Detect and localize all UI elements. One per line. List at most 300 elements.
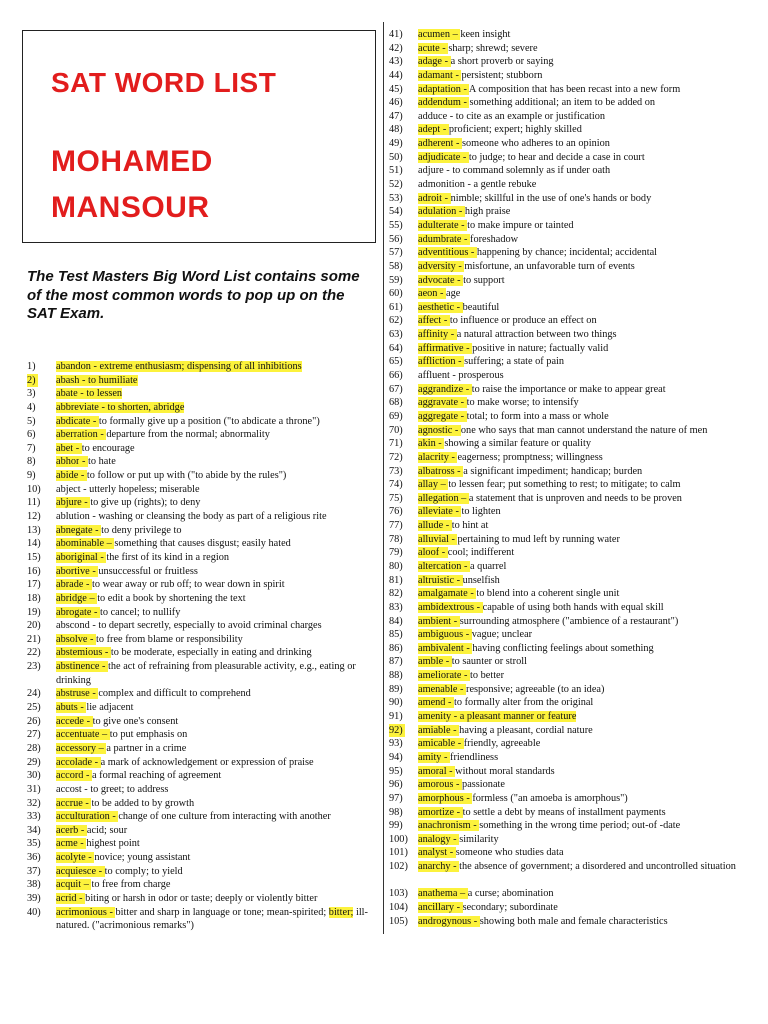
entry-separator: - xyxy=(451,615,460,627)
entry-word: aberration xyxy=(56,429,98,441)
entry-definition: departure from the normal; abnormality xyxy=(106,429,270,441)
entry-separator: - xyxy=(77,838,87,850)
entry-word: akin xyxy=(418,438,436,450)
entry-definition: nimble; skillful in the use of one's hands or body xyxy=(450,192,652,204)
entry-definition: to make impure or tainted xyxy=(467,219,574,231)
entry-definition: unsuccessful or fruitless xyxy=(98,565,198,577)
entry-definition: to put emphasis on xyxy=(109,729,188,741)
word-entry xyxy=(27,701,372,715)
entry-definition: sharp; shrewd; severe xyxy=(448,42,538,54)
entry-number: 74) xyxy=(389,479,403,491)
entry-definition: to judge; to hear and decide a case in court xyxy=(468,151,645,163)
entry-definition: foreshadow xyxy=(470,233,519,245)
entry-word: acquit xyxy=(56,879,82,891)
entry-separator: - xyxy=(463,629,472,641)
word-entry xyxy=(389,778,749,792)
entry-number: 73) xyxy=(389,465,403,477)
entry-definition: age xyxy=(446,288,461,300)
entry-word: abet xyxy=(56,442,74,454)
word-entry xyxy=(27,769,372,783)
entry-separator: - xyxy=(463,342,473,354)
entry-definition: friendliness xyxy=(450,751,499,763)
entry-number: 105) xyxy=(389,915,408,927)
word-entry xyxy=(27,510,372,524)
entry-word: aggravate xyxy=(418,397,459,409)
entry-definition: to hint at xyxy=(451,520,489,532)
entry-definition: novice; young assistant xyxy=(94,852,191,864)
word-entry xyxy=(389,55,749,69)
word-entry xyxy=(389,683,749,697)
word-entry xyxy=(27,810,372,824)
entry-separator: - xyxy=(470,820,480,832)
entry-word: ameliorate xyxy=(418,670,462,682)
entry-number: 91) xyxy=(389,711,403,723)
document-title: SAT WORD LIST xyxy=(51,67,277,98)
entry-number: 17) xyxy=(27,579,41,591)
entry-number: 76) xyxy=(389,506,403,518)
word-entry xyxy=(389,437,749,451)
entry-separator: - xyxy=(460,83,469,95)
entry-separator: – xyxy=(96,742,107,754)
entry-separator: - xyxy=(458,219,468,231)
entry-word: acrid xyxy=(56,893,77,904)
entry-number: 79) xyxy=(389,547,403,559)
entry-word: acme xyxy=(56,838,78,850)
word-entry xyxy=(389,42,749,56)
word-entry xyxy=(27,578,372,592)
entry-number: 75) xyxy=(389,492,403,504)
word-entry xyxy=(27,892,372,906)
entry-word: acolyte xyxy=(56,852,86,864)
entry-separator: - xyxy=(460,151,469,163)
entry-definition: to raise the importance or make to appear great xyxy=(471,383,666,395)
entry-separator: - xyxy=(441,751,451,763)
word-entry xyxy=(27,633,372,647)
entry-separator: - xyxy=(461,233,471,245)
entry-separator: - xyxy=(106,906,116,918)
entry-definition: beautiful xyxy=(462,301,500,313)
word-entry xyxy=(389,833,749,847)
word-entry xyxy=(27,619,372,633)
entry-separator: - xyxy=(467,588,477,600)
entry-definition: to shorten, abridge xyxy=(107,401,185,413)
entry-separator: - xyxy=(456,206,465,218)
entry-word: accolade xyxy=(56,756,93,768)
entry-definition: having a pleasant, cordial nature xyxy=(459,724,593,736)
entry-number: 92) xyxy=(389,724,403,736)
entry-separator: - xyxy=(97,551,107,563)
word-entry xyxy=(389,260,749,274)
entry-separator: - xyxy=(92,524,102,536)
entry-word: accentuate xyxy=(56,729,100,741)
entry-separator: - xyxy=(447,847,456,859)
entry-word: amortize xyxy=(418,806,455,818)
entry-definition: highest point xyxy=(86,838,140,850)
word-entry xyxy=(389,737,749,751)
word-entry xyxy=(389,192,749,206)
entry-word: anachronism xyxy=(418,820,471,832)
entry-definition: washing or cleansing the body as part of a religious rite xyxy=(98,511,327,523)
author-first-name: MOHAMED xyxy=(51,145,213,178)
entry-number: 44) xyxy=(389,69,403,81)
entry-separator: - xyxy=(441,315,450,327)
word-entry xyxy=(389,642,749,656)
entry-number: 27) xyxy=(27,729,41,741)
entry-word: anarchy xyxy=(418,861,451,873)
entry-word: amble xyxy=(418,656,444,668)
word-entry xyxy=(27,742,372,756)
entry-number: 43) xyxy=(389,56,403,68)
entry-definition: the first of its kind in a region xyxy=(106,551,230,563)
entry-definition: to be moderate, especially in eating and drinking xyxy=(110,647,312,659)
entry-word: abject xyxy=(56,483,81,495)
entry-definition: a short proverb or saying xyxy=(450,56,554,68)
entry-number: 96) xyxy=(389,779,403,791)
entry-number: 19) xyxy=(27,606,41,618)
entry-word: acrimonious xyxy=(56,906,107,918)
entry-definition: to lessen fear; put something to rest; to mitigate; to calm xyxy=(448,479,681,491)
word-entry xyxy=(389,587,749,601)
word-entry xyxy=(389,83,749,97)
entry-number: 2) xyxy=(27,374,36,386)
word-entry xyxy=(389,287,749,301)
entry-definition: suffering; a state of pain xyxy=(464,356,565,368)
entry-definition: to formally give up a position ("to abdicate a throne") xyxy=(98,415,320,427)
entry-definition: something additional; an item to be added on xyxy=(469,97,656,109)
entry-number: 100) xyxy=(389,833,408,845)
entry-number: 78) xyxy=(389,533,403,545)
entry-separator: - xyxy=(83,770,93,782)
entry-separator: - xyxy=(451,711,460,723)
entry-number: 95) xyxy=(389,765,403,777)
entry-word: adept xyxy=(418,124,441,136)
entry-number: 61) xyxy=(389,301,403,313)
entry-definition: passionate xyxy=(462,779,505,791)
entry-number: 64) xyxy=(389,342,403,354)
entry-number: 3) xyxy=(27,388,36,400)
word-entry xyxy=(389,164,749,178)
entry-definition: positive in nature; factually valid xyxy=(472,342,609,354)
entry-number: 88) xyxy=(389,670,403,682)
word-entry xyxy=(27,756,372,770)
entry-word: altercation xyxy=(418,560,462,572)
entry-separator: - xyxy=(443,165,453,177)
entry-number: 4) xyxy=(27,401,36,413)
entry-separator: - xyxy=(460,97,470,109)
entry-word: abjure xyxy=(56,497,82,509)
word-entry xyxy=(27,606,372,620)
entry-number: 28) xyxy=(27,742,41,754)
entry-word: abstruse xyxy=(56,688,90,700)
entry-definition: to greet; to address xyxy=(90,783,169,795)
entry-separator: - xyxy=(448,533,458,545)
entry-definition: a formal reaching of agreement xyxy=(92,770,222,782)
entry-word: amorphous xyxy=(418,792,464,804)
entry-number: 72) xyxy=(389,451,403,463)
entry-definition: persistent; stubborn xyxy=(461,69,543,81)
entry-definition: acid; sour xyxy=(86,824,128,836)
entry-word: aesthetic xyxy=(418,301,455,313)
word-entry xyxy=(27,837,372,851)
entry-separator: - xyxy=(98,401,108,413)
word-entry xyxy=(389,492,749,506)
entry-separator: - xyxy=(90,415,99,427)
word-entry xyxy=(27,660,372,687)
entry-number: 9) xyxy=(27,470,36,482)
entry-definition: without moral standards xyxy=(455,765,555,777)
word-entry xyxy=(389,96,749,110)
entry-word: accrue xyxy=(56,797,83,809)
entry-word: abuts xyxy=(56,702,78,714)
entry-number: 104) xyxy=(389,902,408,914)
entry-separator: - xyxy=(457,683,467,695)
entry-word: adulterate xyxy=(418,219,459,231)
entry-number: 51) xyxy=(389,165,403,177)
entry-word: ambivalent xyxy=(418,642,464,654)
word-entry xyxy=(27,524,372,538)
entry-separator: - xyxy=(454,465,464,477)
entry-number: 70) xyxy=(389,424,403,436)
entry-definition: to influence or produce an effect on xyxy=(449,315,597,327)
entry-number: 90) xyxy=(389,697,403,709)
entry-word: abrade xyxy=(56,579,84,591)
entry-number: 102) xyxy=(389,861,408,873)
entry-separator: - xyxy=(454,574,463,586)
word-entry xyxy=(27,906,372,933)
word-entry xyxy=(389,342,749,356)
entry-definition: to free from charge xyxy=(91,879,171,891)
entry-number: 53) xyxy=(389,192,403,204)
word-entry xyxy=(389,328,749,342)
entry-definition: responsive; agreeable (to an idea) xyxy=(466,683,605,695)
word-entry xyxy=(389,615,749,629)
entry-word: adumbrate xyxy=(418,233,462,245)
entry-number: 97) xyxy=(389,792,403,804)
word-entry xyxy=(389,696,749,710)
entry-separator: - xyxy=(96,865,105,877)
word-entry xyxy=(27,865,372,879)
entry-separator: – xyxy=(86,592,98,604)
entry-word: amenity xyxy=(418,711,452,723)
entry-number: 68) xyxy=(389,397,403,409)
entry-definition: surrounding atmosphere ("ambience of a restaurant") xyxy=(459,615,679,627)
word-entry xyxy=(27,687,372,701)
entry-separator: - xyxy=(461,670,471,682)
entry-number: 29) xyxy=(27,756,41,768)
entry-number: 58) xyxy=(389,260,403,272)
entry-number: 69) xyxy=(389,410,403,422)
entry-separator: - xyxy=(87,633,97,645)
entry-word: acute xyxy=(418,42,440,54)
entry-word: affliction xyxy=(418,356,456,368)
entry-separator: - xyxy=(452,506,462,518)
word-entry xyxy=(27,455,372,469)
word-entry xyxy=(389,628,749,642)
entry-number: 52) xyxy=(389,179,403,191)
word-entry xyxy=(27,878,372,892)
entry-word: aggrandize xyxy=(418,383,464,395)
entry-number: 86) xyxy=(389,642,403,654)
entry-number: 62) xyxy=(389,315,403,327)
entry-definition: to wear away or rub off; to wear down in spirit xyxy=(92,579,285,591)
entry-word: affect xyxy=(418,315,442,327)
entry-word: analyst xyxy=(418,847,448,859)
word-list-left-column xyxy=(27,360,372,933)
word-entry xyxy=(389,846,749,860)
entry-word: abandon xyxy=(56,361,91,372)
entry-number: 67) xyxy=(389,383,403,395)
entry-number: 18) xyxy=(27,592,41,604)
entry-definition-highlight: bitter; xyxy=(328,906,354,918)
word-entry xyxy=(27,537,372,551)
entry-definition: change of one culture from interacting with another xyxy=(118,811,331,823)
entry-separator: - xyxy=(97,429,107,441)
entry-separator: - xyxy=(468,247,477,259)
entry-definition: happening by chance; incidental; accidental xyxy=(476,247,658,259)
entry-number: 10) xyxy=(27,483,41,495)
entry-number: 13) xyxy=(27,524,41,536)
entry-word: adjudicate xyxy=(418,151,461,163)
entry-separator: - xyxy=(89,511,99,523)
entry-word: abominable xyxy=(56,538,105,550)
entry-number: 40) xyxy=(27,906,41,918)
entry-number: 39) xyxy=(27,893,41,904)
entry-word: abstemious xyxy=(56,647,103,659)
word-entry xyxy=(389,901,749,915)
entry-separator: – xyxy=(450,29,461,40)
entry-number: 41) xyxy=(389,29,403,40)
entry-number: 23) xyxy=(27,661,41,673)
entry-separator: - xyxy=(450,861,460,873)
word-entry xyxy=(389,110,749,124)
entry-number: 65) xyxy=(389,356,403,368)
word-entry xyxy=(389,655,749,669)
entry-word: albatross xyxy=(418,465,455,477)
entry-word: allude xyxy=(418,520,444,532)
entry-definition: to free from blame or responsibility xyxy=(96,633,243,645)
entry-definition: to comply; to yield xyxy=(104,865,183,877)
entry-word: admonition xyxy=(418,179,465,191)
entry-definition: something in the wrong time period; out-of -date xyxy=(479,820,681,832)
entry-word: advocate xyxy=(418,274,455,286)
entry-separator: - xyxy=(454,806,463,818)
entry-separator: - xyxy=(455,356,465,368)
entry-number: 81) xyxy=(389,574,403,586)
word-entry xyxy=(389,806,749,820)
entry-definition: pertaining to mud left by running water xyxy=(457,533,620,545)
entry-separator: - xyxy=(437,288,447,300)
word-entry xyxy=(27,387,372,401)
entry-separator: - xyxy=(91,606,101,618)
entry-definition: to depart secretly, especially to avoid criminal charges xyxy=(98,620,322,632)
entry-word: acquiesce xyxy=(56,865,97,877)
entry-separator: - xyxy=(458,410,467,422)
entry-number: 33) xyxy=(27,811,41,823)
entry-separator: - xyxy=(439,42,449,54)
entry-number: 24) xyxy=(27,688,41,700)
entry-separator: - xyxy=(442,56,451,68)
entry-word: abdicate xyxy=(56,415,91,427)
word-entry xyxy=(389,233,749,247)
word-entry xyxy=(389,751,749,765)
word-entry xyxy=(27,824,372,838)
entry-word: acerb xyxy=(56,824,79,836)
entry-definition: to blend into a coherent single unit xyxy=(476,588,620,600)
word-entry xyxy=(389,151,749,165)
entry-definition: to saunter or stroll xyxy=(451,656,527,668)
entry-word: adaptation xyxy=(418,83,461,95)
entry-word: abash xyxy=(56,374,80,386)
entry-word: alacrity xyxy=(418,451,449,463)
entry-word: abbreviate xyxy=(56,401,99,413)
entry-separator: - xyxy=(81,497,91,509)
entry-number: 54) xyxy=(389,206,403,218)
column-divider xyxy=(383,22,384,934)
entry-word: abstinence xyxy=(56,661,100,673)
entry-separator: - xyxy=(78,470,87,482)
entry-definition: having conflicting feelings about something xyxy=(472,642,654,654)
entry-definition: one who says that man cannot understand the nature of men xyxy=(460,424,708,436)
entry-number: 8) xyxy=(27,456,36,468)
entry-separator: – xyxy=(457,888,468,900)
entry-number: 25) xyxy=(27,702,41,714)
entry-word: ancillary xyxy=(418,902,455,914)
entry-definition: A composition that has been recast into a new form xyxy=(468,83,681,95)
entry-separator: - xyxy=(464,179,474,191)
entry-number: 99) xyxy=(389,820,403,832)
entry-separator: - xyxy=(82,797,92,809)
entry-word: allay xyxy=(418,479,439,491)
entry-separator: - xyxy=(463,792,473,804)
entry-word: ambient xyxy=(418,615,452,627)
entry-definition: cool; indifferent xyxy=(447,547,515,559)
entry-definition: to follow or put up with ("to abide by the rules") xyxy=(86,470,287,482)
entry-word: affinity xyxy=(418,329,449,341)
word-entry xyxy=(389,887,749,901)
word-entry xyxy=(27,360,372,374)
entry-definition: a pleasant manner or feature xyxy=(459,711,577,723)
entry-number: 20) xyxy=(27,620,41,632)
entry-number: 47) xyxy=(389,110,403,122)
entry-definition: keen insight xyxy=(460,29,511,40)
entry-definition: to formally alter from the original xyxy=(454,697,594,709)
entry-definition: lie adjacent xyxy=(86,702,134,714)
entry-word: accede xyxy=(56,715,84,727)
entry-separator: - xyxy=(443,656,452,668)
entry-separator: - xyxy=(453,138,463,150)
entry-separator: - xyxy=(89,688,99,700)
entry-number: 32) xyxy=(27,797,41,809)
entry-definition: high praise xyxy=(464,206,511,218)
entry-number: 14) xyxy=(27,538,41,550)
entry-number: 34) xyxy=(27,824,41,836)
word-entry xyxy=(389,819,749,833)
entry-definition: a natural attraction between two things xyxy=(456,329,617,341)
word-entry xyxy=(389,369,749,383)
entry-definition: to hate xyxy=(88,456,116,468)
entry-separator: - xyxy=(102,647,111,659)
entry-separator: - xyxy=(461,560,471,572)
entry-number: 63) xyxy=(389,329,403,341)
word-entry xyxy=(389,410,749,424)
intro-paragraph: The Test Masters Big Word List contains some of the most common words to pop up on the SAT Exam. xyxy=(27,268,360,322)
word-entry xyxy=(389,465,749,479)
entry-word: amity xyxy=(418,751,442,763)
entry-definition: something that causes disgust; easily hated xyxy=(114,538,291,550)
entry-number: 36) xyxy=(27,852,41,864)
word-entry xyxy=(389,560,749,574)
entry-word: adroit xyxy=(418,192,443,204)
